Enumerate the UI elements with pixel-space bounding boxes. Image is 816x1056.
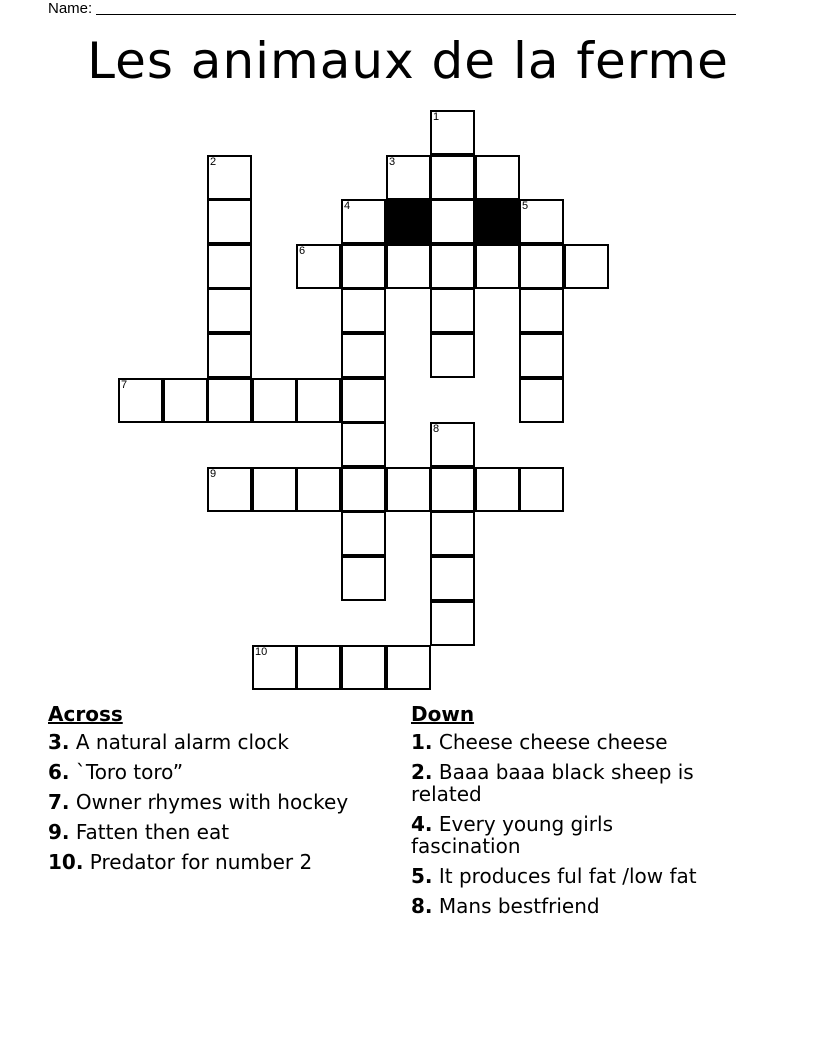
- crossword-cell[interactable]: [207, 199, 252, 244]
- clue-number: 1.: [411, 730, 433, 754]
- across-clue: [48, 851, 388, 873]
- crossword-cell[interactable]: [341, 422, 386, 467]
- crossword-cell[interactable]: [386, 467, 431, 512]
- crossword-black-cell: [475, 199, 520, 244]
- crossword-cell[interactable]: [207, 155, 252, 200]
- clue-number: 3: [389, 156, 396, 168]
- crossword-cell[interactable]: [519, 378, 564, 423]
- clue-number: 6.: [48, 760, 70, 784]
- crossword-cell[interactable]: [207, 244, 252, 289]
- crossword-cell[interactable]: [430, 333, 475, 378]
- crossword-cell[interactable]: [386, 645, 431, 690]
- crossword-cell[interactable]: [430, 244, 475, 289]
- crossword-cell[interactable]: [341, 467, 386, 512]
- clue-number: 9.: [48, 820, 70, 844]
- clue-number: 8: [433, 423, 440, 435]
- crossword-cell[interactable]: [430, 601, 475, 646]
- clue-text: It produces ful fat /low fat: [438, 864, 697, 888]
- crossword-cell[interactable]: [296, 244, 341, 289]
- clue-number: 10: [255, 646, 268, 658]
- crossword-cell[interactable]: [430, 110, 475, 155]
- crossword-cell[interactable]: [430, 155, 475, 200]
- clue-number: 2: [210, 156, 217, 168]
- clue-text: Predator for number 2: [89, 850, 313, 874]
- crossword-cell[interactable]: [296, 467, 341, 512]
- clue-text: Every young girls fascination: [411, 812, 613, 858]
- clue-number: 2.: [411, 760, 433, 784]
- crossword-cell[interactable]: [341, 288, 386, 333]
- clue-text: Cheese cheese cheese: [438, 730, 668, 754]
- clue-number: 1: [433, 111, 440, 123]
- across-heading: Across: [48, 702, 123, 726]
- down-clue: [411, 895, 711, 917]
- crossword-cell[interactable]: [341, 645, 386, 690]
- crossword-cell[interactable]: [430, 511, 475, 556]
- across-clue-list: [48, 731, 388, 873]
- crossword-cell[interactable]: [386, 155, 431, 200]
- down-clue: [411, 813, 711, 857]
- crossword-cell[interactable]: [475, 244, 520, 289]
- crossword-cell[interactable]: [252, 378, 297, 423]
- crossword-cell[interactable]: [207, 333, 252, 378]
- crossword-cell[interactable]: [475, 155, 520, 200]
- clue-number: 6: [299, 245, 306, 257]
- crossword-cell[interactable]: [207, 288, 252, 333]
- down-clue: [411, 865, 711, 887]
- clue-number: 7.: [48, 790, 70, 814]
- crossword-cell[interactable]: [341, 244, 386, 289]
- crossword-cell[interactable]: [207, 467, 252, 512]
- clue-number: 3.: [48, 730, 70, 754]
- crossword-cell[interactable]: [430, 467, 475, 512]
- clue-number: 4.: [411, 812, 433, 836]
- down-heading: Down: [411, 702, 475, 726]
- crossword-black-cell: [386, 199, 431, 244]
- across-clue: [48, 791, 388, 813]
- clue-number: 7: [121, 379, 128, 391]
- across-clues: [48, 703, 388, 881]
- clue-number: 10.: [48, 850, 84, 874]
- clue-text: Owner rhymes with hockey: [75, 790, 349, 814]
- crossword-cell[interactable]: [386, 244, 431, 289]
- clue-text: Fatten then eat: [75, 820, 230, 844]
- name-label: Name:: [48, 0, 93, 17]
- clue-text: Mans bestfriend: [438, 894, 600, 918]
- crossword-cell[interactable]: [341, 556, 386, 601]
- crossword-cell[interactable]: [430, 422, 475, 467]
- clue-number: 5: [522, 200, 529, 212]
- down-clue-list: [411, 731, 711, 917]
- across-clue: [48, 821, 388, 843]
- across-clue: [48, 761, 388, 783]
- across-clue: [48, 731, 388, 753]
- crossword-cell[interactable]: [519, 244, 564, 289]
- down-clues: [411, 703, 711, 925]
- clue-number: 9: [210, 468, 217, 480]
- crossword-cell[interactable]: [296, 645, 341, 690]
- crossword-cell[interactable]: [564, 244, 609, 289]
- crossword-cell[interactable]: [163, 378, 208, 423]
- crossword-cell[interactable]: [519, 333, 564, 378]
- clue-text: A natural alarm clock: [75, 730, 289, 754]
- down-clue: [411, 761, 711, 805]
- crossword-cell[interactable]: [207, 378, 252, 423]
- crossword-cell[interactable]: [519, 288, 564, 333]
- clue-text: Baaa baaa black sheep is related: [411, 760, 694, 806]
- page-title: Les animaux de la ferme: [87, 32, 729, 90]
- crossword-cell[interactable]: [519, 199, 564, 244]
- clue-number: 8.: [411, 894, 433, 918]
- crossword-cell[interactable]: [519, 467, 564, 512]
- crossword-cell[interactable]: [118, 378, 163, 423]
- crossword-cell[interactable]: [430, 288, 475, 333]
- crossword-cell[interactable]: [341, 333, 386, 378]
- crossword-cell[interactable]: [430, 199, 475, 244]
- clue-text: `Toro toro”: [75, 760, 184, 784]
- crossword-cell[interactable]: [341, 378, 386, 423]
- crossword-cell[interactable]: [430, 556, 475, 601]
- crossword-cell[interactable]: [296, 378, 341, 423]
- crossword-cell[interactable]: [475, 467, 520, 512]
- crossword-cell[interactable]: [341, 199, 386, 244]
- crossword-cell[interactable]: [341, 511, 386, 556]
- down-clue: [411, 731, 711, 753]
- crossword-cell[interactable]: [252, 645, 297, 690]
- clue-number: 5.: [411, 864, 433, 888]
- clue-number: 4: [344, 200, 351, 212]
- crossword-cell[interactable]: [252, 467, 297, 512]
